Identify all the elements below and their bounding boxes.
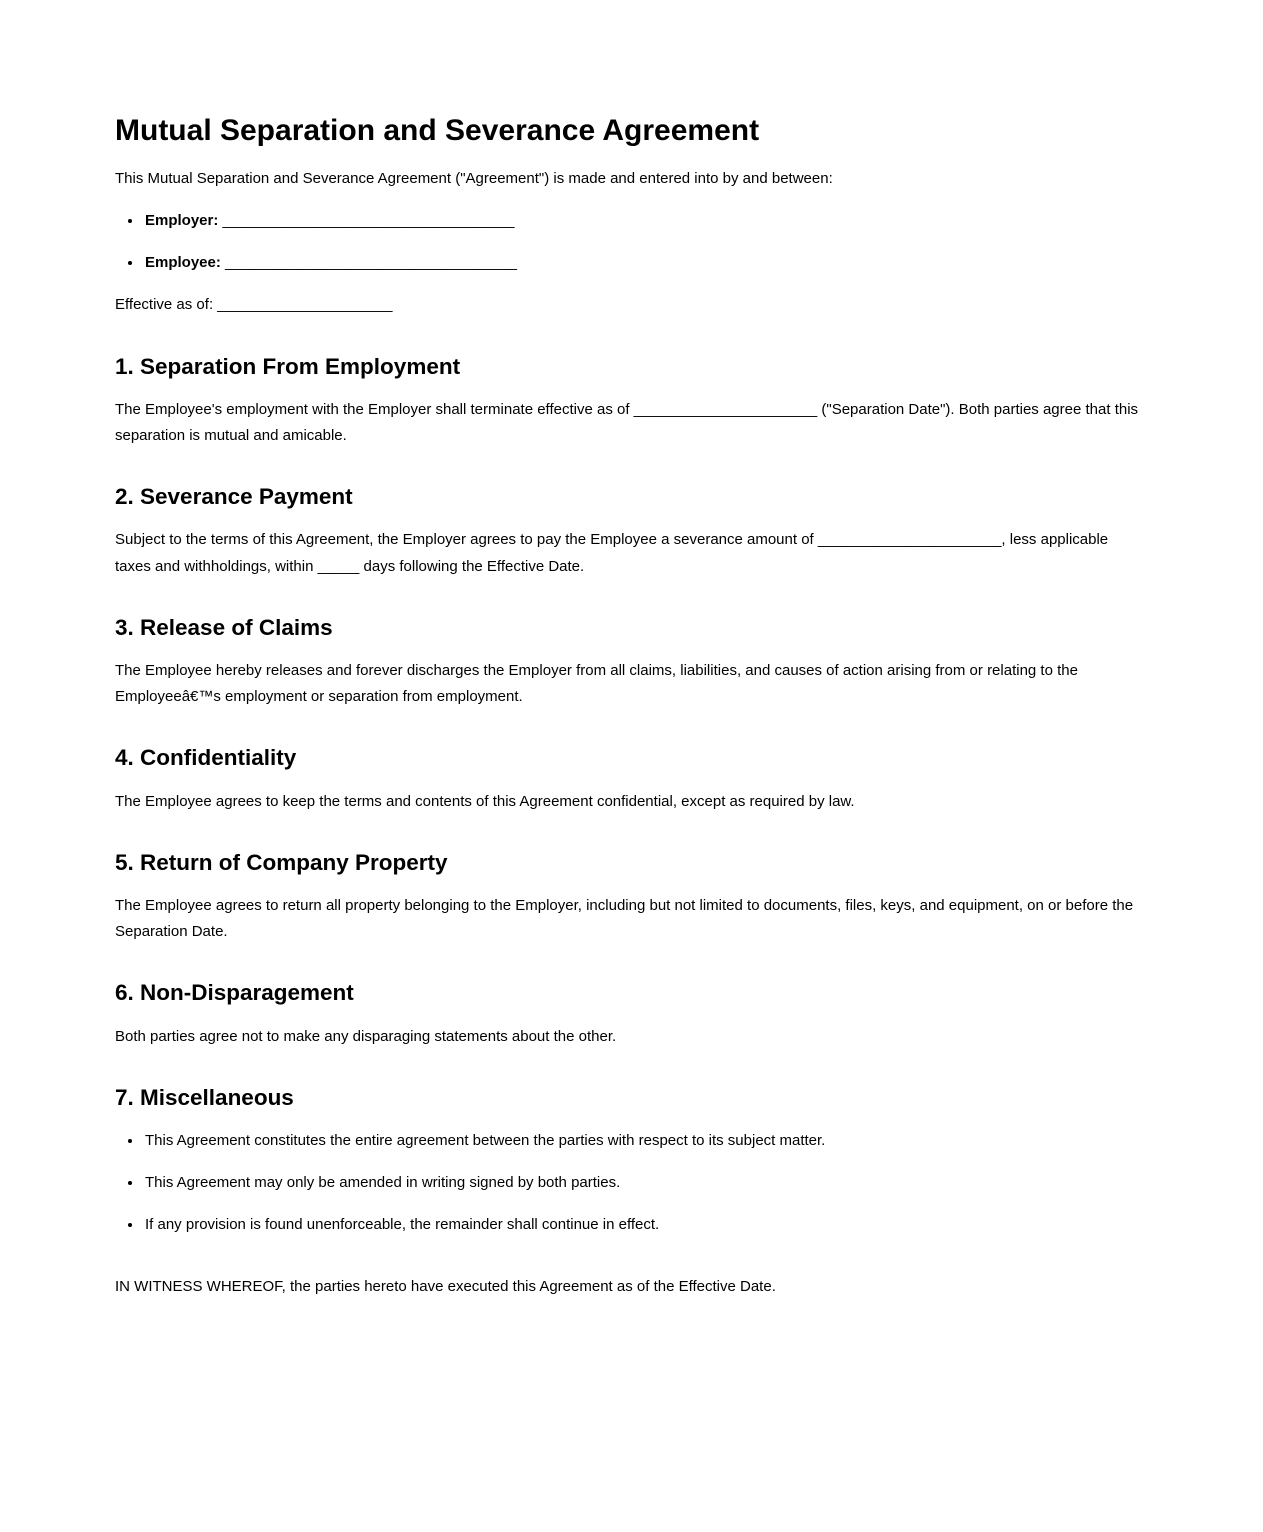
parties-list	[115, 208, 1148, 277]
severance-amount-blank-line: ______________________	[817, 531, 1002, 549]
section-3-paragraph: The Employee hereby releases and forever discharges the Employer from all claims, liabilities, and causes of action arising from or relating to the Employeeâ€™s employment or separation from employment.	[115, 661, 1078, 706]
section-5-heading: 5. Return of Company Property	[115, 849, 448, 875]
section-5-paragraph: The Employee agrees to return all property belonging to the Employer, including but not limited to documents, files, keys, and equipment, on or before the Separation Date.	[115, 896, 1134, 941]
effective-date-label: Effective as of:	[115, 296, 214, 314]
section-1-text: The Employee's employment with the Employer shall terminate effective as of	[115, 400, 630, 418]
section-1-paragraph	[115, 397, 1148, 450]
effective-date-line	[115, 292, 1148, 318]
employee-blank-line: ___________________________________	[225, 254, 518, 271]
section-2-text-after: days following the Effective Date.	[363, 557, 585, 575]
section-3-heading: 3. Release of Claims	[115, 614, 333, 640]
section-1-heading: 1. Separation From Employment	[115, 353, 461, 379]
party-item-employer	[143, 208, 1148, 234]
section-4-paragraph: The Employee agrees to keep the terms and contents of this Agreement confidential, except as required by law.	[115, 792, 855, 810]
section-7-heading: 7. Miscellaneous	[115, 1084, 294, 1110]
intro-paragraph: This Mutual Separation and Severance Agreement ("Agreement") is made and entered into by and between:	[115, 169, 833, 187]
miscellaneous-list	[115, 1128, 1148, 1239]
section-2-paragraph	[115, 527, 1148, 580]
document-title: Mutual Separation and Severance Agreement	[115, 114, 760, 147]
section-2-heading: 2. Severance Payment	[115, 484, 353, 510]
closing-paragraph: IN WITNESS WHEREOF, the parties hereto have executed this Agreement as of the Effective Date.	[115, 1277, 776, 1295]
section-2-text: Subject to the terms of this Agreement, the Employer agrees to pay the Employee a severance amount of	[115, 531, 814, 549]
section-6-heading: 6. Non-Disparagement	[115, 980, 354, 1006]
section-2-text-mid: , less applicable taxes and withholdings, within	[115, 531, 1109, 575]
section-1-text-after: ("Separation Date"). Both parties agree that this separation is mutual and amicable.	[115, 400, 1139, 444]
miscellaneous-item: • If any provision is found unenforceable, the remainder shall continue in effect.	[143, 1212, 1148, 1238]
party-item-employee	[143, 250, 1148, 276]
miscellaneous-item: • This Agreement may only be amended in writing signed by both parties.	[143, 1170, 1148, 1196]
section-4-heading: 4. Confidentiality	[115, 745, 297, 771]
employer-blank-line: ___________________________________	[222, 211, 515, 229]
section-6-paragraph: Both parties agree not to make any disparaging statements about the other.	[115, 1027, 617, 1045]
miscellaneous-item: • This Agreement constitutes the entire agreement between the parties with respect to its subject matter.	[143, 1128, 1148, 1154]
effective-date-blank-line: _____________________	[217, 296, 393, 314]
employer-label: Employer:	[145, 211, 219, 229]
employee-label: Employee:	[145, 254, 221, 271]
separation-date-blank-line: ______________________	[633, 400, 818, 418]
days-blank-line: _____	[317, 557, 360, 575]
